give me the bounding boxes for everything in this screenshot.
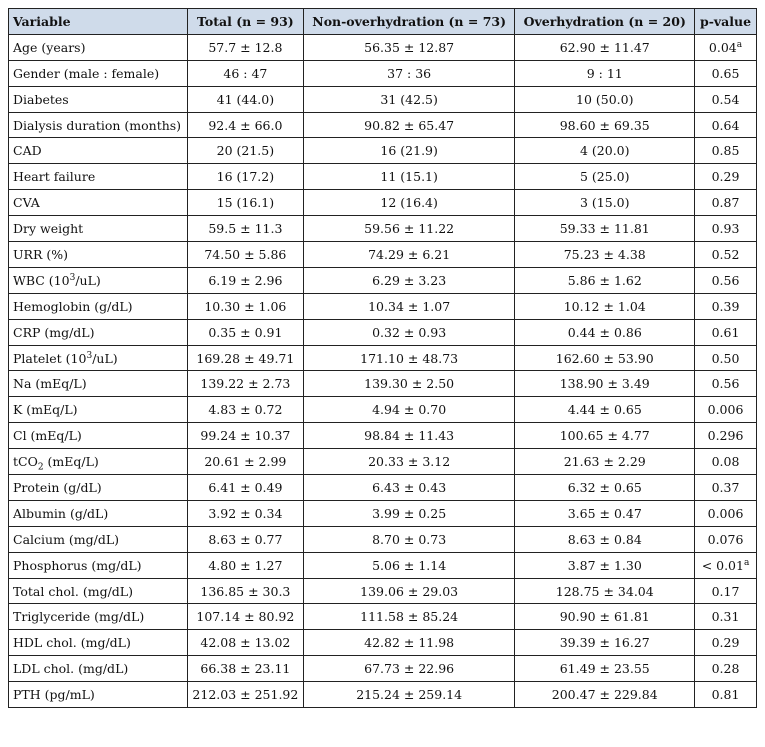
cell-non-overhydration: 74.29 ± 6.21: [303, 242, 515, 268]
cell-non-overhydration: 171.10 ± 48.73: [303, 345, 515, 371]
cell-total: 139.22 ± 2.73: [187, 371, 303, 397]
cell-overhydration: 21.63 ± 2.29: [515, 449, 695, 475]
cell-total: 41 (44.0): [187, 86, 303, 112]
cell-non-overhydration: 20.33 ± 3.12: [303, 449, 515, 475]
header-variable: Variable: [9, 9, 188, 35]
cell-total: 46 : 47: [187, 60, 303, 86]
cell-overhydration: 61.49 ± 23.55: [515, 656, 695, 682]
cell-p-value: [695, 656, 757, 682]
cell-total: 42.08 ± 13.02: [187, 630, 303, 656]
table-row: [9, 190, 757, 216]
cell-total: 16 (17.2): [187, 164, 303, 190]
table-row: [9, 242, 757, 268]
cell-non-overhydration: 37 : 36: [303, 60, 515, 86]
cell-overhydration: 98.60 ± 69.35: [515, 112, 695, 138]
cell-p-value: [695, 526, 757, 552]
variable-label: CAD: [13, 143, 42, 159]
cell-overhydration: 3.87 ± 1.30: [515, 552, 695, 578]
cell-non-overhydration: 111.58 ± 85.24: [303, 604, 515, 630]
p-value-text: 0.50: [711, 350, 740, 366]
cell-non-overhydration: 98.84 ± 11.43: [303, 423, 515, 449]
cell-non-overhydration: 16 (21.9): [303, 138, 515, 164]
cell-non-overhydration: 10.34 ± 1.07: [303, 293, 515, 319]
cell-non-overhydration: 8.70 ± 0.73: [303, 526, 515, 552]
table-row: [9, 345, 757, 371]
cell-overhydration: 3 (15.0): [515, 190, 695, 216]
variable-label: Dry weight: [13, 221, 84, 237]
cell-p-value: [695, 34, 757, 60]
cell-variable: [9, 526, 188, 552]
cell-overhydration: 200.47 ± 229.84: [515, 682, 695, 708]
table-header-row: [9, 9, 757, 35]
cell-non-overhydration: 90.82 ± 65.47: [303, 112, 515, 138]
cell-non-overhydration: 67.73 ± 22.96: [303, 656, 515, 682]
cell-non-overhydration: 59.56 ± 11.22: [303, 216, 515, 242]
variable-label: PTH (pg/mL): [13, 687, 95, 703]
cell-total: 6.19 ± 2.96: [187, 267, 303, 293]
variable-label: Triglyceride (mg/dL): [13, 609, 145, 625]
cell-p-value: [695, 60, 757, 86]
p-value-text: 0.08: [711, 454, 740, 470]
cell-total: 66.38 ± 23.11: [187, 656, 303, 682]
variable-label: Age (years): [13, 39, 86, 55]
table-row: [9, 449, 757, 475]
cell-p-value: [695, 216, 757, 242]
cell-variable: [9, 190, 188, 216]
variable-label: Hemoglobin (g/dL): [13, 298, 133, 314]
p-value-text: < 0.01: [701, 557, 744, 573]
cell-total: 92.4 ± 66.0: [187, 112, 303, 138]
cell-overhydration: 5 (25.0): [515, 164, 695, 190]
cell-variable: [9, 60, 188, 86]
cell-variable: [9, 86, 188, 112]
p-value-footnote-mark: a: [743, 557, 750, 568]
table-row: [9, 656, 757, 682]
cell-variable: [9, 630, 188, 656]
p-value-text: 0.04: [708, 39, 737, 55]
cell-variable: [9, 164, 188, 190]
header-non-overhydration: Non-overhydration (n = 73): [303, 9, 515, 35]
table-row: [9, 60, 757, 86]
variable-label: Platelet (10: [13, 350, 87, 366]
cell-overhydration: 0.44 ± 0.86: [515, 319, 695, 345]
p-value-text: 0.39: [711, 298, 740, 314]
table-row: [9, 34, 757, 60]
cell-variable: [9, 34, 188, 60]
variable-label: Dialysis duration (months): [13, 117, 182, 133]
cell-variable: [9, 552, 188, 578]
cell-total: 4.80 ± 1.27: [187, 552, 303, 578]
variable-label: Calcium (mg/dL): [13, 531, 120, 547]
cell-overhydration: 39.39 ± 16.27: [515, 630, 695, 656]
cell-p-value: [695, 397, 757, 423]
p-value-text: 0.52: [711, 246, 740, 262]
variable-superscript: 3: [86, 350, 93, 361]
p-value-text: 0.56: [711, 272, 740, 288]
cell-variable: [9, 656, 188, 682]
cell-p-value: [695, 578, 757, 604]
cell-non-overhydration: 0.32 ± 0.93: [303, 319, 515, 345]
cell-total: 20 (21.5): [187, 138, 303, 164]
cell-p-value: [695, 552, 757, 578]
cell-overhydration: 9 : 11: [515, 60, 695, 86]
cell-variable: [9, 319, 188, 345]
cell-non-overhydration: 6.43 ± 0.43: [303, 475, 515, 501]
cell-variable: [9, 293, 188, 319]
cell-variable: [9, 138, 188, 164]
cell-overhydration: 4 (20.0): [515, 138, 695, 164]
variable-subscript: 2: [37, 462, 44, 473]
variable-label: HDL chol. (mg/dL): [13, 635, 131, 651]
cell-overhydration: 100.65 ± 4.77: [515, 423, 695, 449]
cell-p-value: [695, 345, 757, 371]
cell-non-overhydration: 5.06 ± 1.14: [303, 552, 515, 578]
cell-p-value: [695, 449, 757, 475]
p-value-text: 0.006: [707, 402, 744, 418]
p-value-text: 0.17: [711, 583, 740, 599]
header-total: Total (n = 93): [187, 9, 303, 35]
p-value-text: 0.87: [711, 195, 740, 211]
table-row: [9, 164, 757, 190]
variable-unit: /uL): [92, 350, 118, 366]
variable-unit: /uL): [75, 272, 101, 288]
variable-label: tCO: [13, 454, 38, 470]
cell-p-value: [695, 423, 757, 449]
cell-non-overhydration: 215.24 ± 259.14: [303, 682, 515, 708]
table-row: [9, 138, 757, 164]
cell-non-overhydration: 12 (16.4): [303, 190, 515, 216]
table-row: [9, 293, 757, 319]
p-value-text: 0.56: [711, 376, 740, 392]
cell-total: 99.24 ± 10.37: [187, 423, 303, 449]
variable-label: Total chol. (mg/dL): [13, 583, 133, 599]
cell-variable: [9, 682, 188, 708]
cell-p-value: [695, 164, 757, 190]
p-value-text: 0.31: [711, 609, 740, 625]
cell-overhydration: 6.32 ± 0.65: [515, 475, 695, 501]
cell-non-overhydration: 11 (15.1): [303, 164, 515, 190]
cell-variable: [9, 112, 188, 138]
cell-total: 10.30 ± 1.06: [187, 293, 303, 319]
table-row: [9, 526, 757, 552]
cell-non-overhydration: 139.30 ± 2.50: [303, 371, 515, 397]
p-value-text: 0.81: [711, 687, 740, 703]
p-value-text: 0.296: [707, 428, 744, 444]
cell-overhydration: 75.23 ± 4.38: [515, 242, 695, 268]
table-row: [9, 500, 757, 526]
table-row: [9, 216, 757, 242]
p-value-text: 0.076: [707, 531, 744, 547]
p-value-text: 0.29: [711, 169, 740, 185]
p-value-text: 0.85: [711, 143, 740, 159]
variable-label: Heart failure: [13, 169, 96, 185]
variable-superscript: 3: [69, 272, 76, 283]
table-row: [9, 630, 757, 656]
p-value-text: 0.28: [711, 661, 740, 677]
cell-p-value: [695, 190, 757, 216]
table-row: [9, 319, 757, 345]
variable-label: URR (%): [13, 246, 68, 262]
cell-overhydration: 128.75 ± 34.04: [515, 578, 695, 604]
cell-variable: [9, 449, 188, 475]
cell-p-value: [695, 682, 757, 708]
cell-total: 6.41 ± 0.49: [187, 475, 303, 501]
cell-overhydration: 10.12 ± 1.04: [515, 293, 695, 319]
cell-overhydration: 5.86 ± 1.62: [515, 267, 695, 293]
p-value-text: 0.54: [711, 91, 740, 107]
variable-label: Diabetes: [13, 91, 69, 107]
cell-non-overhydration: 6.29 ± 3.23: [303, 267, 515, 293]
cell-p-value: [695, 112, 757, 138]
cell-variable: [9, 397, 188, 423]
cell-overhydration: 59.33 ± 11.81: [515, 216, 695, 242]
cell-p-value: [695, 267, 757, 293]
table-row: [9, 682, 757, 708]
cell-p-value: [695, 138, 757, 164]
cell-total: 136.85 ± 30.3: [187, 578, 303, 604]
variable-label: Albumin (g/dL): [13, 505, 109, 521]
cell-total: 59.5 ± 11.3: [187, 216, 303, 242]
cell-variable: [9, 423, 188, 449]
table-row: [9, 423, 757, 449]
cell-total: 20.61 ± 2.99: [187, 449, 303, 475]
cell-variable: [9, 604, 188, 630]
cell-variable: [9, 267, 188, 293]
cell-total: 107.14 ± 80.92: [187, 604, 303, 630]
cell-total: 74.50 ± 5.86: [187, 242, 303, 268]
variable-label: WBC (10: [13, 272, 70, 288]
cell-non-overhydration: 31 (42.5): [303, 86, 515, 112]
cell-total: 169.28 ± 49.71: [187, 345, 303, 371]
cell-overhydration: 10 (50.0): [515, 86, 695, 112]
table-row: [9, 371, 757, 397]
cell-variable: [9, 345, 188, 371]
cell-variable: [9, 216, 188, 242]
p-value-text: 0.29: [711, 635, 740, 651]
table-row: [9, 475, 757, 501]
p-value-text: 0.93: [711, 221, 740, 237]
cell-variable: [9, 475, 188, 501]
header-p-value: p-value: [695, 9, 757, 35]
variable-label: CVA: [13, 195, 40, 211]
table-row: [9, 552, 757, 578]
cell-overhydration: 90.90 ± 61.81: [515, 604, 695, 630]
cell-total: 3.92 ± 0.34: [187, 500, 303, 526]
p-value-text: 0.006: [707, 505, 744, 521]
cell-non-overhydration: 139.06 ± 29.03: [303, 578, 515, 604]
cell-non-overhydration: 4.94 ± 0.70: [303, 397, 515, 423]
cell-p-value: [695, 604, 757, 630]
cell-overhydration: 8.63 ± 0.84: [515, 526, 695, 552]
cell-overhydration: 162.60 ± 53.90: [515, 345, 695, 371]
table-row: [9, 578, 757, 604]
cell-variable: [9, 500, 188, 526]
table-row: [9, 397, 757, 423]
cell-p-value: [695, 293, 757, 319]
variable-label: Protein (g/dL): [13, 479, 102, 495]
variable-unit: (mEq/L): [43, 454, 99, 470]
variable-label: Cl (mEq/L): [13, 428, 82, 444]
variable-label: CRP (mg/dL): [13, 324, 95, 340]
cell-p-value: [695, 242, 757, 268]
cell-total: 8.63 ± 0.77: [187, 526, 303, 552]
p-value-footnote-mark: a: [736, 39, 743, 50]
cell-overhydration: 3.65 ± 0.47: [515, 500, 695, 526]
cell-p-value: [695, 86, 757, 112]
cell-total: 212.03 ± 251.92: [187, 682, 303, 708]
table-row: [9, 267, 757, 293]
cell-overhydration: 138.90 ± 3.49: [515, 371, 695, 397]
cell-p-value: [695, 371, 757, 397]
header-overhydration: Overhydration (n = 20): [515, 9, 695, 35]
cell-p-value: [695, 475, 757, 501]
cell-total: 15 (16.1): [187, 190, 303, 216]
p-value-text: 0.61: [711, 324, 740, 340]
table-row: [9, 112, 757, 138]
variable-label: LDL chol. (mg/dL): [13, 661, 129, 677]
baseline-characteristics-table: [8, 8, 757, 708]
table-row: [9, 86, 757, 112]
variable-label: Phosphorus (mg/dL): [13, 557, 142, 573]
cell-variable: [9, 578, 188, 604]
cell-non-overhydration: 3.99 ± 0.25: [303, 500, 515, 526]
table-row: [9, 604, 757, 630]
variable-label: Gender (male : female): [13, 65, 160, 81]
cell-variable: [9, 242, 188, 268]
cell-p-value: [695, 500, 757, 526]
variable-label: K (mEq/L): [13, 402, 78, 418]
cell-overhydration: 4.44 ± 0.65: [515, 397, 695, 423]
p-value-text: 0.64: [711, 117, 740, 133]
cell-total: 0.35 ± 0.91: [187, 319, 303, 345]
cell-total: 57.7 ± 12.8: [187, 34, 303, 60]
cell-p-value: [695, 319, 757, 345]
cell-p-value: [695, 630, 757, 656]
variable-label: Na (mEq/L): [13, 376, 87, 392]
cell-total: 4.83 ± 0.72: [187, 397, 303, 423]
cell-overhydration: 62.90 ± 11.47: [515, 34, 695, 60]
p-value-text: 0.65: [711, 65, 740, 81]
cell-variable: [9, 371, 188, 397]
cell-non-overhydration: 56.35 ± 12.87: [303, 34, 515, 60]
p-value-text: 0.37: [711, 479, 740, 495]
cell-non-overhydration: 42.82 ± 11.98: [303, 630, 515, 656]
